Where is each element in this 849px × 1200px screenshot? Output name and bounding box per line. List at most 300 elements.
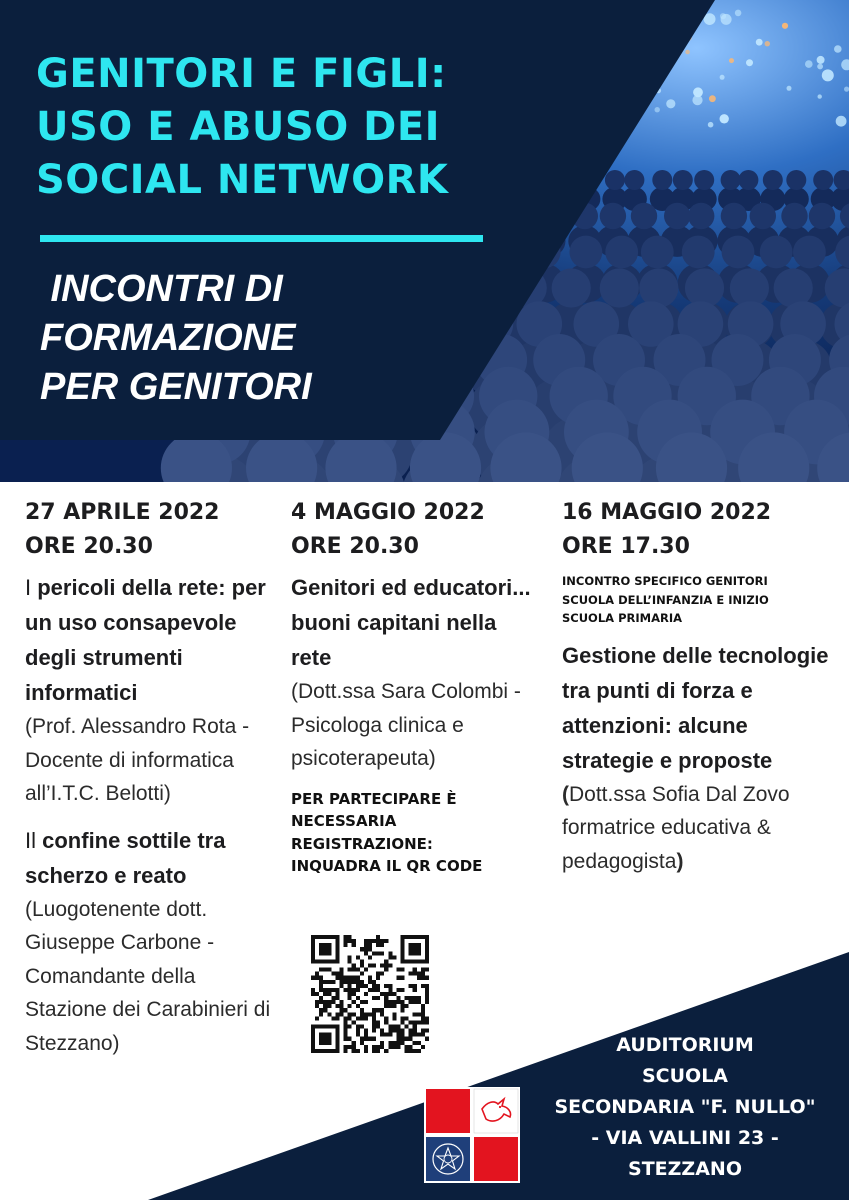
qr-module bbox=[319, 1033, 323, 1037]
qr-module bbox=[348, 959, 352, 963]
qr-module bbox=[376, 984, 380, 988]
qr-module bbox=[319, 951, 323, 955]
registration-note bbox=[291, 788, 541, 878]
qr-module bbox=[372, 980, 376, 984]
qr-module bbox=[331, 980, 335, 984]
qr-module bbox=[380, 972, 384, 976]
qr-module bbox=[421, 1045, 425, 1049]
event-2-speaker: (Dott.ssa Sara Colombi - Psicologa clinica e psicoterapeuta) bbox=[291, 680, 521, 770]
qr-module bbox=[331, 1025, 335, 1029]
event-1-talk-2-title bbox=[25, 823, 280, 893]
qr-module bbox=[376, 939, 380, 943]
qr-module bbox=[372, 1020, 376, 1024]
qr-module bbox=[425, 1020, 429, 1024]
qr-module bbox=[396, 996, 400, 1000]
qr-module bbox=[388, 1000, 392, 1004]
qr-module bbox=[368, 1037, 372, 1041]
qr-module bbox=[425, 992, 429, 996]
registration-line-3: REGISTRAZIONE: bbox=[291, 834, 433, 853]
qr-module bbox=[384, 1016, 388, 1020]
qr-module bbox=[352, 1012, 356, 1016]
title-line-2: USO E ABUSO DEI bbox=[36, 104, 441, 150]
qr-module bbox=[401, 1037, 405, 1041]
qr-module bbox=[352, 1049, 356, 1053]
qr-module bbox=[368, 963, 372, 967]
qr-module bbox=[315, 976, 319, 980]
title-line-1: GENITORI E FIGLI: bbox=[36, 51, 447, 97]
qr-module bbox=[331, 1049, 335, 1053]
qr-module bbox=[315, 1016, 319, 1020]
qr-module bbox=[372, 1045, 376, 1049]
event-3-speaker-text: Dott.ssa Sofia Dal Zovo formatrice educativa & pedagogista bbox=[562, 782, 790, 873]
qr-module bbox=[392, 1041, 396, 1045]
qr-module bbox=[327, 935, 331, 939]
qr-module bbox=[344, 1025, 348, 1029]
qr-module bbox=[388, 1045, 392, 1049]
qr-module bbox=[348, 1012, 352, 1016]
qr-module bbox=[384, 939, 388, 943]
qr-module bbox=[364, 1016, 368, 1020]
qr-module bbox=[401, 1029, 405, 1033]
qr-module bbox=[372, 1016, 376, 1020]
qr-module bbox=[409, 943, 413, 947]
qr-module bbox=[335, 943, 339, 947]
event-2-date: 4 MAGGIO 2022 bbox=[291, 500, 485, 525]
qr-module bbox=[413, 947, 417, 951]
qr-module bbox=[413, 1033, 417, 1037]
qr-module bbox=[327, 1049, 331, 1053]
qr-module bbox=[384, 1049, 388, 1053]
qr-module bbox=[335, 1037, 339, 1041]
qr-module bbox=[405, 959, 409, 963]
qr-module bbox=[396, 1000, 400, 1004]
qr-module bbox=[409, 984, 413, 988]
qr-module bbox=[417, 1000, 421, 1004]
qr-module bbox=[352, 980, 356, 984]
qr-module bbox=[376, 943, 380, 947]
qr-module bbox=[315, 972, 319, 976]
qr-module bbox=[409, 972, 413, 976]
qr-module bbox=[356, 1029, 360, 1033]
qr-module bbox=[315, 935, 319, 939]
qr-module bbox=[425, 943, 429, 947]
qr-module bbox=[311, 976, 315, 980]
qr-module bbox=[311, 1049, 315, 1053]
event-2-datetime bbox=[291, 496, 541, 564]
qr-module bbox=[372, 1025, 376, 1029]
qr-module bbox=[335, 947, 339, 951]
qr-module bbox=[409, 1020, 413, 1024]
qr-module bbox=[388, 1033, 392, 1037]
qr-module bbox=[323, 935, 327, 939]
qr-module bbox=[339, 980, 343, 984]
qr-module bbox=[409, 1033, 413, 1037]
qr-module bbox=[327, 1041, 331, 1045]
qr-module bbox=[384, 1020, 388, 1024]
qr-module bbox=[319, 968, 323, 972]
qr-module bbox=[384, 1004, 388, 1008]
qr-module bbox=[335, 935, 339, 939]
qr-module bbox=[311, 955, 315, 959]
venue-line-3: SECONDARIA "F. NULLO" bbox=[554, 1096, 816, 1118]
qr-module bbox=[319, 1041, 323, 1045]
qr-module bbox=[388, 963, 392, 967]
qr-module bbox=[364, 1037, 368, 1041]
qr-module bbox=[360, 980, 364, 984]
qr-module bbox=[339, 1000, 343, 1004]
qr-module bbox=[401, 947, 405, 951]
qr-module bbox=[335, 972, 339, 976]
qr-module bbox=[417, 959, 421, 963]
qr-module bbox=[392, 992, 396, 996]
qr-module bbox=[392, 1029, 396, 1033]
qr-module bbox=[335, 951, 339, 955]
qr-module bbox=[319, 1049, 323, 1053]
qr-module bbox=[348, 980, 352, 984]
qr-module bbox=[425, 996, 429, 1000]
qr-module bbox=[348, 1016, 352, 1020]
venue-line-5: STEZZANO bbox=[628, 1158, 742, 1180]
qr-module bbox=[368, 980, 372, 984]
qr-code-icon[interactable] bbox=[311, 935, 429, 1053]
qr-module bbox=[376, 1045, 380, 1049]
qr-module bbox=[339, 976, 343, 980]
qr-module bbox=[331, 972, 335, 976]
qr-module bbox=[421, 972, 425, 976]
qr-module bbox=[425, 959, 429, 963]
qr-module bbox=[344, 980, 348, 984]
qr-module bbox=[392, 1016, 396, 1020]
qr-module bbox=[413, 996, 417, 1000]
qr-module bbox=[405, 1016, 409, 1020]
qr-module bbox=[356, 1025, 360, 1029]
qr-module bbox=[413, 943, 417, 947]
qr-module bbox=[417, 976, 421, 980]
qr-module bbox=[376, 972, 380, 976]
qr-module bbox=[417, 947, 421, 951]
qr-module bbox=[360, 963, 364, 967]
qr-module bbox=[421, 1008, 425, 1012]
qr-module bbox=[344, 935, 348, 939]
qr-module bbox=[425, 951, 429, 955]
qr-module bbox=[356, 996, 360, 1000]
qr-module bbox=[344, 1037, 348, 1041]
event-3-speaker bbox=[562, 778, 832, 879]
event-1 bbox=[25, 496, 280, 1060]
venue-address bbox=[525, 1030, 845, 1185]
qr-module bbox=[335, 1049, 339, 1053]
qr-module bbox=[344, 976, 348, 980]
qr-module bbox=[376, 976, 380, 980]
qr-module bbox=[417, 943, 421, 947]
qr-module bbox=[352, 1000, 356, 1004]
qr-module bbox=[327, 1012, 331, 1016]
qr-module bbox=[344, 1045, 348, 1049]
qr-module bbox=[319, 976, 323, 980]
qr-module bbox=[352, 976, 356, 980]
event-1-talk-2-speaker: (Luogotenente dott. Giuseppe Carbone - Comandante della Stazione dei Carabinieri di Stezzano) bbox=[25, 897, 271, 1055]
qr-module bbox=[405, 1004, 409, 1008]
event-3-time: ORE 17.30 bbox=[562, 534, 690, 559]
qr-module bbox=[380, 939, 384, 943]
qr-module bbox=[364, 992, 368, 996]
qr-module bbox=[311, 1045, 315, 1049]
qr-module bbox=[323, 992, 327, 996]
qr-module bbox=[352, 992, 356, 996]
qr-module bbox=[380, 943, 384, 947]
qr-module bbox=[384, 984, 388, 988]
qr-module bbox=[413, 984, 417, 988]
qr-module bbox=[360, 984, 364, 988]
qr-module bbox=[335, 1012, 339, 1016]
qr-module bbox=[425, 976, 429, 980]
qr-module bbox=[327, 980, 331, 984]
event-3-title: Gestione delle tecnologie tra punti di forza e attenzioni: alcune strategie e proposte bbox=[562, 642, 829, 773]
qr-module bbox=[421, 1004, 425, 1008]
event-1-talk-1-title-text: pericoli della rete: per un uso consapevole degli strumenti informatici bbox=[25, 575, 266, 705]
qr-module bbox=[352, 1045, 356, 1049]
qr-module bbox=[364, 984, 368, 988]
qr-module bbox=[360, 1037, 364, 1041]
qr-module bbox=[396, 1045, 400, 1049]
qr-module bbox=[396, 1037, 400, 1041]
qr-module bbox=[311, 1029, 315, 1033]
qr-module bbox=[360, 947, 364, 951]
qr-module bbox=[388, 955, 392, 959]
qr-module bbox=[348, 992, 352, 996]
qr-module bbox=[364, 951, 368, 955]
qr-module bbox=[401, 1008, 405, 1012]
event-1-time: ORE 20.30 bbox=[25, 534, 153, 559]
qr-module bbox=[344, 939, 348, 943]
qr-module bbox=[401, 935, 405, 939]
qr-module bbox=[401, 976, 405, 980]
qr-module bbox=[323, 1025, 327, 1029]
qr-module bbox=[376, 996, 380, 1000]
qr-module bbox=[401, 968, 405, 972]
qr-module bbox=[323, 1049, 327, 1053]
event-2 bbox=[291, 496, 541, 878]
qr-module bbox=[344, 1049, 348, 1053]
qr-module bbox=[311, 1025, 315, 1029]
qr-module bbox=[360, 1041, 364, 1045]
registration-line-4: INQUADRA IL QR CODE bbox=[291, 857, 483, 875]
qr-module bbox=[401, 1020, 405, 1024]
qr-module bbox=[388, 951, 392, 955]
qr-module bbox=[348, 1004, 352, 1008]
qr-module bbox=[421, 1012, 425, 1016]
qr-module bbox=[413, 959, 417, 963]
qr-module bbox=[405, 1045, 409, 1049]
venue-line-4: - VIA VALLINI 23 - bbox=[591, 1127, 779, 1149]
qr-module bbox=[384, 992, 388, 996]
qr-module bbox=[360, 1025, 364, 1029]
qr-module bbox=[392, 1045, 396, 1049]
qr-module bbox=[413, 1012, 417, 1016]
qr-module bbox=[380, 992, 384, 996]
qr-module bbox=[413, 951, 417, 955]
qr-module bbox=[335, 976, 339, 980]
qr-module bbox=[356, 1049, 360, 1053]
qr-module bbox=[425, 1016, 429, 1020]
qr-module bbox=[405, 1049, 409, 1053]
qr-module bbox=[413, 972, 417, 976]
qr-module bbox=[384, 959, 388, 963]
qr-module bbox=[348, 955, 352, 959]
qr-module bbox=[409, 1045, 413, 1049]
qr-module bbox=[339, 972, 343, 976]
qr-module bbox=[413, 1025, 417, 1029]
qr-module bbox=[315, 959, 319, 963]
qr-module bbox=[368, 1012, 372, 1016]
qr-module bbox=[380, 963, 384, 967]
qr-module bbox=[339, 984, 343, 988]
qr-module bbox=[413, 1000, 417, 1004]
qr-module bbox=[323, 1037, 327, 1041]
qr-module bbox=[335, 988, 339, 992]
qr-module bbox=[425, 947, 429, 951]
qr-module bbox=[372, 1008, 376, 1012]
qr-module bbox=[364, 1045, 368, 1049]
qr-module bbox=[315, 992, 319, 996]
qr-module bbox=[364, 1033, 368, 1037]
event-1-datetime bbox=[25, 496, 280, 564]
qr-module bbox=[356, 976, 360, 980]
event-2-time: ORE 20.30 bbox=[291, 534, 419, 559]
qr-module bbox=[417, 1041, 421, 1045]
qr-module bbox=[364, 1000, 368, 1004]
qr-module bbox=[364, 1029, 368, 1033]
qr-module bbox=[335, 996, 339, 1000]
qr-module bbox=[311, 947, 315, 951]
qr-module bbox=[372, 1049, 376, 1053]
qr-module bbox=[372, 951, 376, 955]
qr-module bbox=[392, 1000, 396, 1004]
qr-module bbox=[323, 959, 327, 963]
qr-module bbox=[360, 1016, 364, 1020]
qr-module bbox=[372, 1029, 376, 1033]
qr-module bbox=[335, 1041, 339, 1045]
qr-module bbox=[335, 992, 339, 996]
qr-module bbox=[348, 996, 352, 1000]
event-3-note-line-1: INCONTRO SPECIFICO GENITORI bbox=[562, 574, 768, 588]
qr-module bbox=[401, 1016, 405, 1020]
qr-module bbox=[356, 984, 360, 988]
qr-module bbox=[396, 1029, 400, 1033]
qr-module bbox=[319, 1008, 323, 1012]
qr-module bbox=[396, 1033, 400, 1037]
event-3-note-line-3: SCUOLA PRIMARIA bbox=[562, 611, 683, 625]
qr-module bbox=[413, 1020, 417, 1024]
qr-module bbox=[319, 996, 323, 1000]
qr-module bbox=[405, 996, 409, 1000]
qr-module bbox=[425, 1037, 429, 1041]
qr-module bbox=[380, 1008, 384, 1012]
qr-module bbox=[401, 943, 405, 947]
qr-module bbox=[344, 943, 348, 947]
qr-module bbox=[311, 1041, 315, 1045]
qr-module bbox=[372, 963, 376, 967]
qr-module bbox=[344, 1029, 348, 1033]
qr-module bbox=[425, 955, 429, 959]
qr-module bbox=[311, 959, 315, 963]
qr-module bbox=[323, 951, 327, 955]
qr-module bbox=[315, 1004, 319, 1008]
qr-module bbox=[388, 1004, 392, 1008]
qr-module bbox=[339, 1012, 343, 1016]
qr-module bbox=[311, 1037, 315, 1041]
qr-module bbox=[405, 1037, 409, 1041]
qr-module bbox=[401, 988, 405, 992]
qr-module bbox=[417, 935, 421, 939]
qr-module bbox=[396, 976, 400, 980]
qr-module bbox=[364, 968, 368, 972]
qr-module bbox=[323, 1033, 327, 1037]
qr-module bbox=[319, 959, 323, 963]
qr-module bbox=[327, 1000, 331, 1004]
qr-module bbox=[327, 992, 331, 996]
qr-module bbox=[392, 1025, 396, 1029]
qr-module bbox=[413, 988, 417, 992]
event-2-title: Genitori ed educatori... buoni capitani nella rete bbox=[291, 575, 531, 670]
qr-module bbox=[327, 1033, 331, 1037]
qr-module bbox=[360, 1008, 364, 1012]
qr-module bbox=[421, 968, 425, 972]
qr-module bbox=[421, 1029, 425, 1033]
qr-module bbox=[360, 959, 364, 963]
qr-module bbox=[421, 984, 425, 988]
qr-module bbox=[409, 951, 413, 955]
qr-module bbox=[331, 1016, 335, 1020]
qr-module bbox=[315, 1000, 319, 1004]
qr-module bbox=[409, 1049, 413, 1053]
qr-module bbox=[348, 1037, 352, 1041]
qr-module bbox=[364, 1012, 368, 1016]
qr-module bbox=[327, 959, 331, 963]
qr-module bbox=[421, 959, 425, 963]
event-1-talk-1-lead: I bbox=[25, 575, 38, 600]
qr-module bbox=[319, 980, 323, 984]
school-crest-logo bbox=[424, 1087, 520, 1183]
venue-line-1: AUDITORIUM bbox=[616, 1034, 754, 1056]
event-3-note-line-2: SCUOLA DELL’INFANZIA E INIZIO bbox=[562, 592, 769, 607]
qr-module bbox=[356, 988, 360, 992]
qr-module bbox=[348, 935, 352, 939]
qr-module bbox=[388, 1041, 392, 1045]
qr-module bbox=[372, 996, 376, 1000]
qr-module bbox=[368, 943, 372, 947]
qr-module bbox=[323, 1008, 327, 1012]
subtitle-line-3: PER GENITORI bbox=[40, 366, 312, 408]
qr-module bbox=[323, 968, 327, 972]
qr-module bbox=[388, 1025, 392, 1029]
qr-module bbox=[327, 1037, 331, 1041]
qr-module bbox=[356, 1016, 360, 1020]
qr-module bbox=[335, 939, 339, 943]
qr-module bbox=[421, 976, 425, 980]
qr-module bbox=[372, 1037, 376, 1041]
qr-module bbox=[335, 955, 339, 959]
qr-module bbox=[384, 1033, 388, 1037]
qr-module bbox=[335, 1045, 339, 1049]
qr-module bbox=[384, 1000, 388, 1004]
qr-module bbox=[380, 1033, 384, 1037]
qr-module bbox=[392, 1012, 396, 1016]
qr-module bbox=[348, 984, 352, 988]
qr-module bbox=[323, 1000, 327, 1004]
qr-module bbox=[380, 1012, 384, 1016]
qr-module bbox=[335, 1029, 339, 1033]
